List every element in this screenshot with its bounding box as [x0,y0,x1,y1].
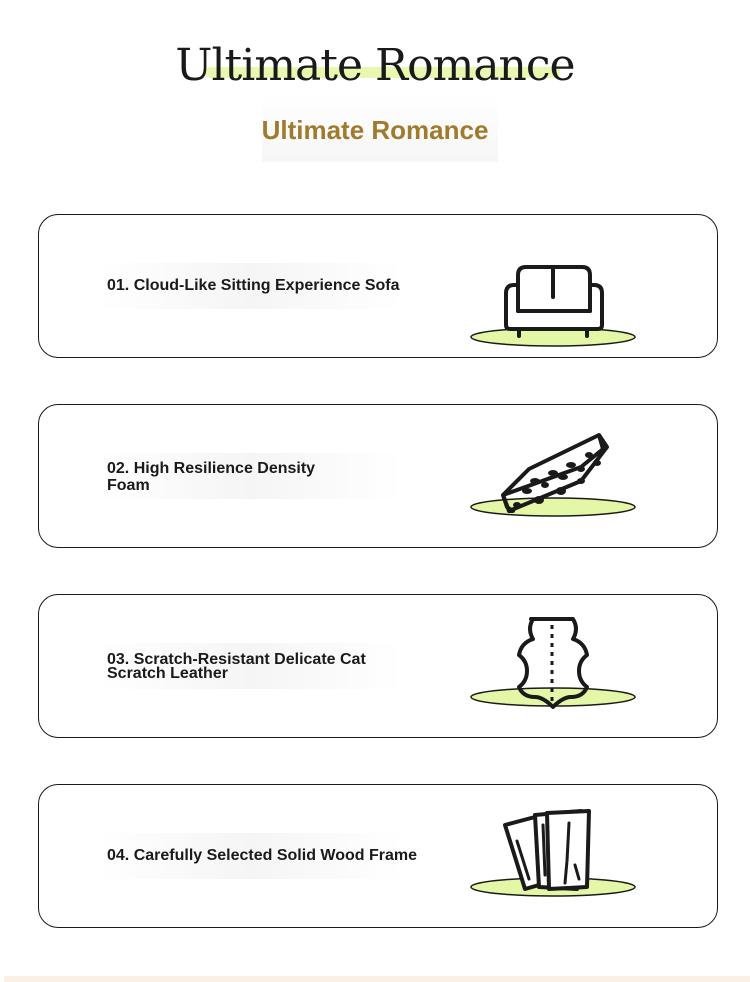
feature-card-wood [38,784,718,928]
bottom-divider [4,976,750,982]
leather-hide-icon [469,615,639,730]
page-title: Ultimate Romance [175,40,575,91]
feature-label: 04. Carefully Selected Solid Wood Frame [107,847,418,864]
wood-planks-icon [469,805,639,920]
feature-card-leather [38,594,718,738]
title-block [0,38,750,94]
page-subtitle: Ultimate Romance [261,115,489,145]
feature-card-sofa [38,214,718,358]
feature-label: 01. Cloud-Like Sitting Experience Sofa [107,277,400,294]
feature-label: 03. Scratch-Resistant Delicate Cat Scratch Leather [107,651,366,682]
feature-label: 02. High Resilience Density Foam [107,460,316,494]
feature-card-foam [38,404,718,548]
sofa-icon [469,235,639,350]
foam-sponge-icon [469,425,639,540]
